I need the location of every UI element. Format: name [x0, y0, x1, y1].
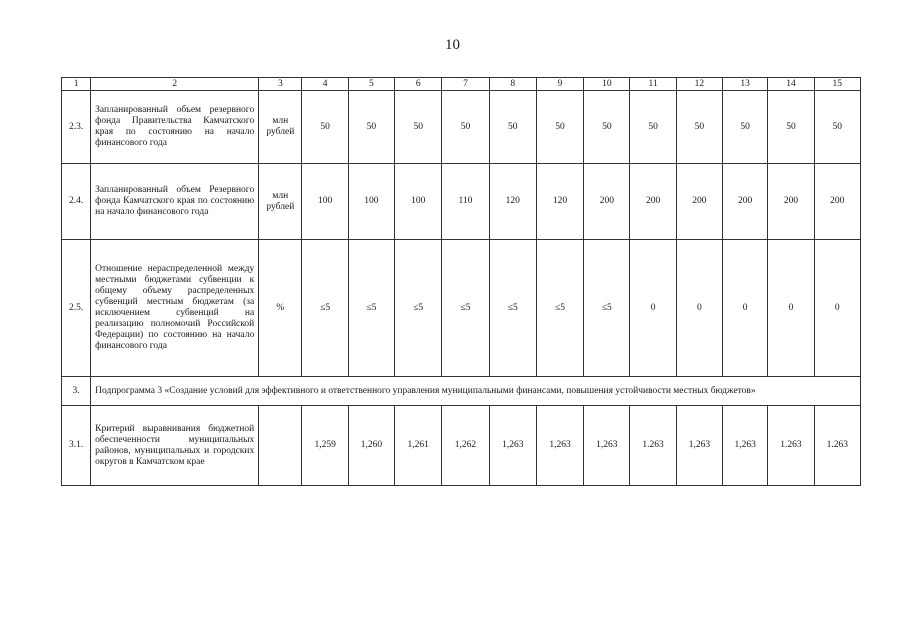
row-number: 2.5. [62, 240, 91, 377]
value-cell: 50 [395, 91, 442, 164]
value-cell: 200 [768, 164, 814, 240]
value-cell: 50 [536, 91, 583, 164]
value-cell: ≤5 [302, 240, 348, 377]
value-cell: ≤5 [442, 240, 489, 377]
value-cell: 200 [723, 164, 768, 240]
value-cell: 50 [348, 91, 394, 164]
value-cell: 100 [348, 164, 394, 240]
indicator-name: Отношение нераспределенной между местными бюджетами субвенции к общему объему распределенных субвенций местным бюджетам (за исключением субвенций на реализацию полномочий Российской Федерации) по состоянию на начало финансового года [91, 240, 259, 377]
value-cell: 1,263 [676, 406, 722, 486]
header-cell: 9 [536, 78, 583, 91]
value-cell: 0 [676, 240, 722, 377]
value-cell: ≤5 [536, 240, 583, 377]
value-cell: 1.263 [630, 406, 676, 486]
value-cell: 50 [302, 91, 348, 164]
header-cell: 15 [814, 78, 860, 91]
unit-cell: млн рублей [259, 164, 302, 240]
row-number: 3. [62, 377, 91, 406]
value-cell: ≤5 [395, 240, 442, 377]
value-cell: 50 [442, 91, 489, 164]
table-row-2-3 [62, 91, 861, 164]
value-cell: 0 [768, 240, 814, 377]
value-cell: ≤5 [348, 240, 394, 377]
indicator-name: Запланированный объем резервного фонда Правительства Камчатского края по состоянию на начало финансового года [91, 91, 259, 164]
value-cell: 100 [302, 164, 348, 240]
subprogram-title: Подпрограмма 3 «Создание условий для эффективного и ответственного управления муниципальными финансами, повышения устойчивости местных бюджетов» [91, 377, 861, 406]
value-cell: 200 [676, 164, 722, 240]
value-cell: 0 [723, 240, 768, 377]
header-cell: 13 [723, 78, 768, 91]
table-row-3-1 [62, 406, 861, 486]
value-cell: 1,263 [584, 406, 630, 486]
header-cell: 3 [259, 78, 302, 91]
indicators-table [61, 77, 861, 486]
table-row-2-5 [62, 240, 861, 377]
value-cell: 50 [584, 91, 630, 164]
value-cell: 50 [676, 91, 722, 164]
value-cell: 1,262 [442, 406, 489, 486]
value-cell: 0 [814, 240, 860, 377]
unit-cell [259, 406, 302, 486]
value-cell: 100 [395, 164, 442, 240]
value-cell: ≤5 [489, 240, 536, 377]
header-row [62, 78, 861, 91]
row-number: 3.1. [62, 406, 91, 486]
header-cell: 14 [768, 78, 814, 91]
header-cell: 6 [395, 78, 442, 91]
value-cell: 200 [584, 164, 630, 240]
value-cell: 1,261 [395, 406, 442, 486]
value-cell: 50 [630, 91, 676, 164]
row-number: 2.4. [62, 164, 91, 240]
value-cell: 1.263 [768, 406, 814, 486]
header-cell: 2 [91, 78, 259, 91]
header-cell: 10 [584, 78, 630, 91]
indicator-name: Запланированный объем Резервного фонда Камчатского края по состоянию на начало финансового года [91, 164, 259, 240]
header-cell: 5 [348, 78, 394, 91]
header-cell: 7 [442, 78, 489, 91]
row-number: 2.3. [62, 91, 91, 164]
value-cell: 120 [536, 164, 583, 240]
header-cell: 4 [302, 78, 348, 91]
value-cell: 50 [768, 91, 814, 164]
value-cell: 1,263 [489, 406, 536, 486]
value-cell: ≤5 [584, 240, 630, 377]
header-cell: 11 [630, 78, 676, 91]
table-row-2-4 [62, 164, 861, 240]
header-cell: 1 [62, 78, 91, 91]
value-cell: 1,263 [723, 406, 768, 486]
value-cell: 110 [442, 164, 489, 240]
unit-cell: % [259, 240, 302, 377]
page-number: 10 [445, 37, 460, 53]
value-cell: 1,263 [536, 406, 583, 486]
value-cell: 50 [489, 91, 536, 164]
value-cell: 1,260 [348, 406, 394, 486]
indicator-name: Критерий выравнивания бюджетной обеспеченности муниципальных районов, муниципальных и городских округов в Камчатском крае [91, 406, 259, 486]
value-cell: 1,259 [302, 406, 348, 486]
subprogram-row [62, 377, 861, 406]
value-cell: 50 [814, 91, 860, 164]
value-cell: 0 [630, 240, 676, 377]
header-cell: 8 [489, 78, 536, 91]
header-cell: 12 [676, 78, 722, 91]
value-cell: 1.263 [814, 406, 860, 486]
value-cell: 200 [814, 164, 860, 240]
value-cell: 50 [723, 91, 768, 164]
value-cell: 200 [630, 164, 676, 240]
value-cell: 120 [489, 164, 536, 240]
unit-cell: млн рублей [259, 91, 302, 164]
